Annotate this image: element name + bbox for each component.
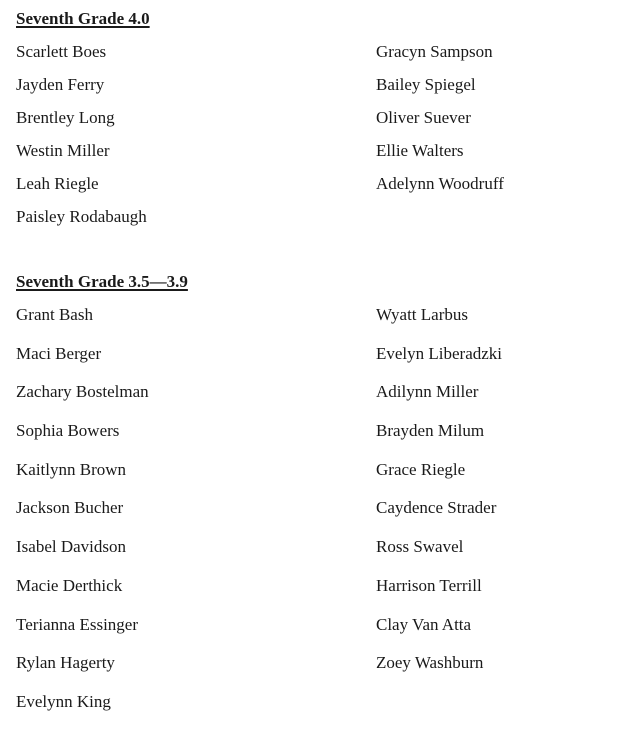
student-name: Maci Berger [16, 343, 102, 363]
student-name: Grace Riegle [376, 459, 466, 479]
section-heading: Seventh Grade 4.0 [16, 9, 150, 28]
student-name: Grant Bash [16, 305, 93, 324]
student-name: Jackson Bucher [16, 498, 124, 518]
student-name: Oliver Suever [376, 108, 471, 127]
student-name: Rylan Hagerty [16, 653, 115, 673]
right-column [376, 305, 502, 692]
section-seventh-grade-4-0 [16, 9, 626, 226]
student-name: Jayden Ferry [16, 75, 105, 94]
student-name: Paisley Rodabaugh [16, 207, 147, 226]
student-name: Sophia Bowers [16, 421, 120, 441]
student-name: Isabel Davidson [16, 537, 127, 557]
student-name: Bailey Spiegel [376, 75, 476, 94]
student-name: Harrison Terrill [376, 575, 482, 595]
student-name: Gracyn Sampson [376, 42, 493, 61]
student-name: Caydence Strader [376, 498, 497, 518]
section-seventh-grade-3-5-3-9 [16, 272, 626, 711]
section-heading: Seventh Grade 3.5—3.9 [16, 272, 188, 291]
left-column [16, 305, 149, 731]
student-name: Macie Derthick [16, 575, 123, 595]
student-name: Brentley Long [16, 108, 115, 127]
student-name: Westin Miller [16, 141, 110, 160]
student-name: Ellie Walters [376, 141, 464, 160]
student-name: Evelynn King [16, 691, 111, 711]
right-column [376, 42, 504, 207]
student-name: Wyatt Larbus [376, 305, 468, 324]
student-name: Ross Swavel [376, 537, 464, 557]
student-name: Zoey Washburn [376, 653, 484, 673]
student-name: Kaitlynn Brown [16, 459, 127, 479]
student-name: Adilynn Miller [376, 382, 479, 402]
student-name: Terianna Essinger [16, 614, 139, 634]
student-name: Adelynn Woodruff [376, 174, 504, 193]
student-name: Evelyn Liberadzki [376, 343, 503, 363]
student-name: Clay Van Atta [376, 614, 472, 634]
student-name: Brayden Milum [376, 421, 485, 441]
student-name: Zachary Bostelman [16, 382, 149, 402]
student-name: Leah Riegle [16, 174, 99, 193]
left-column [16, 42, 147, 240]
student-name: Scarlett Boes [16, 42, 107, 61]
